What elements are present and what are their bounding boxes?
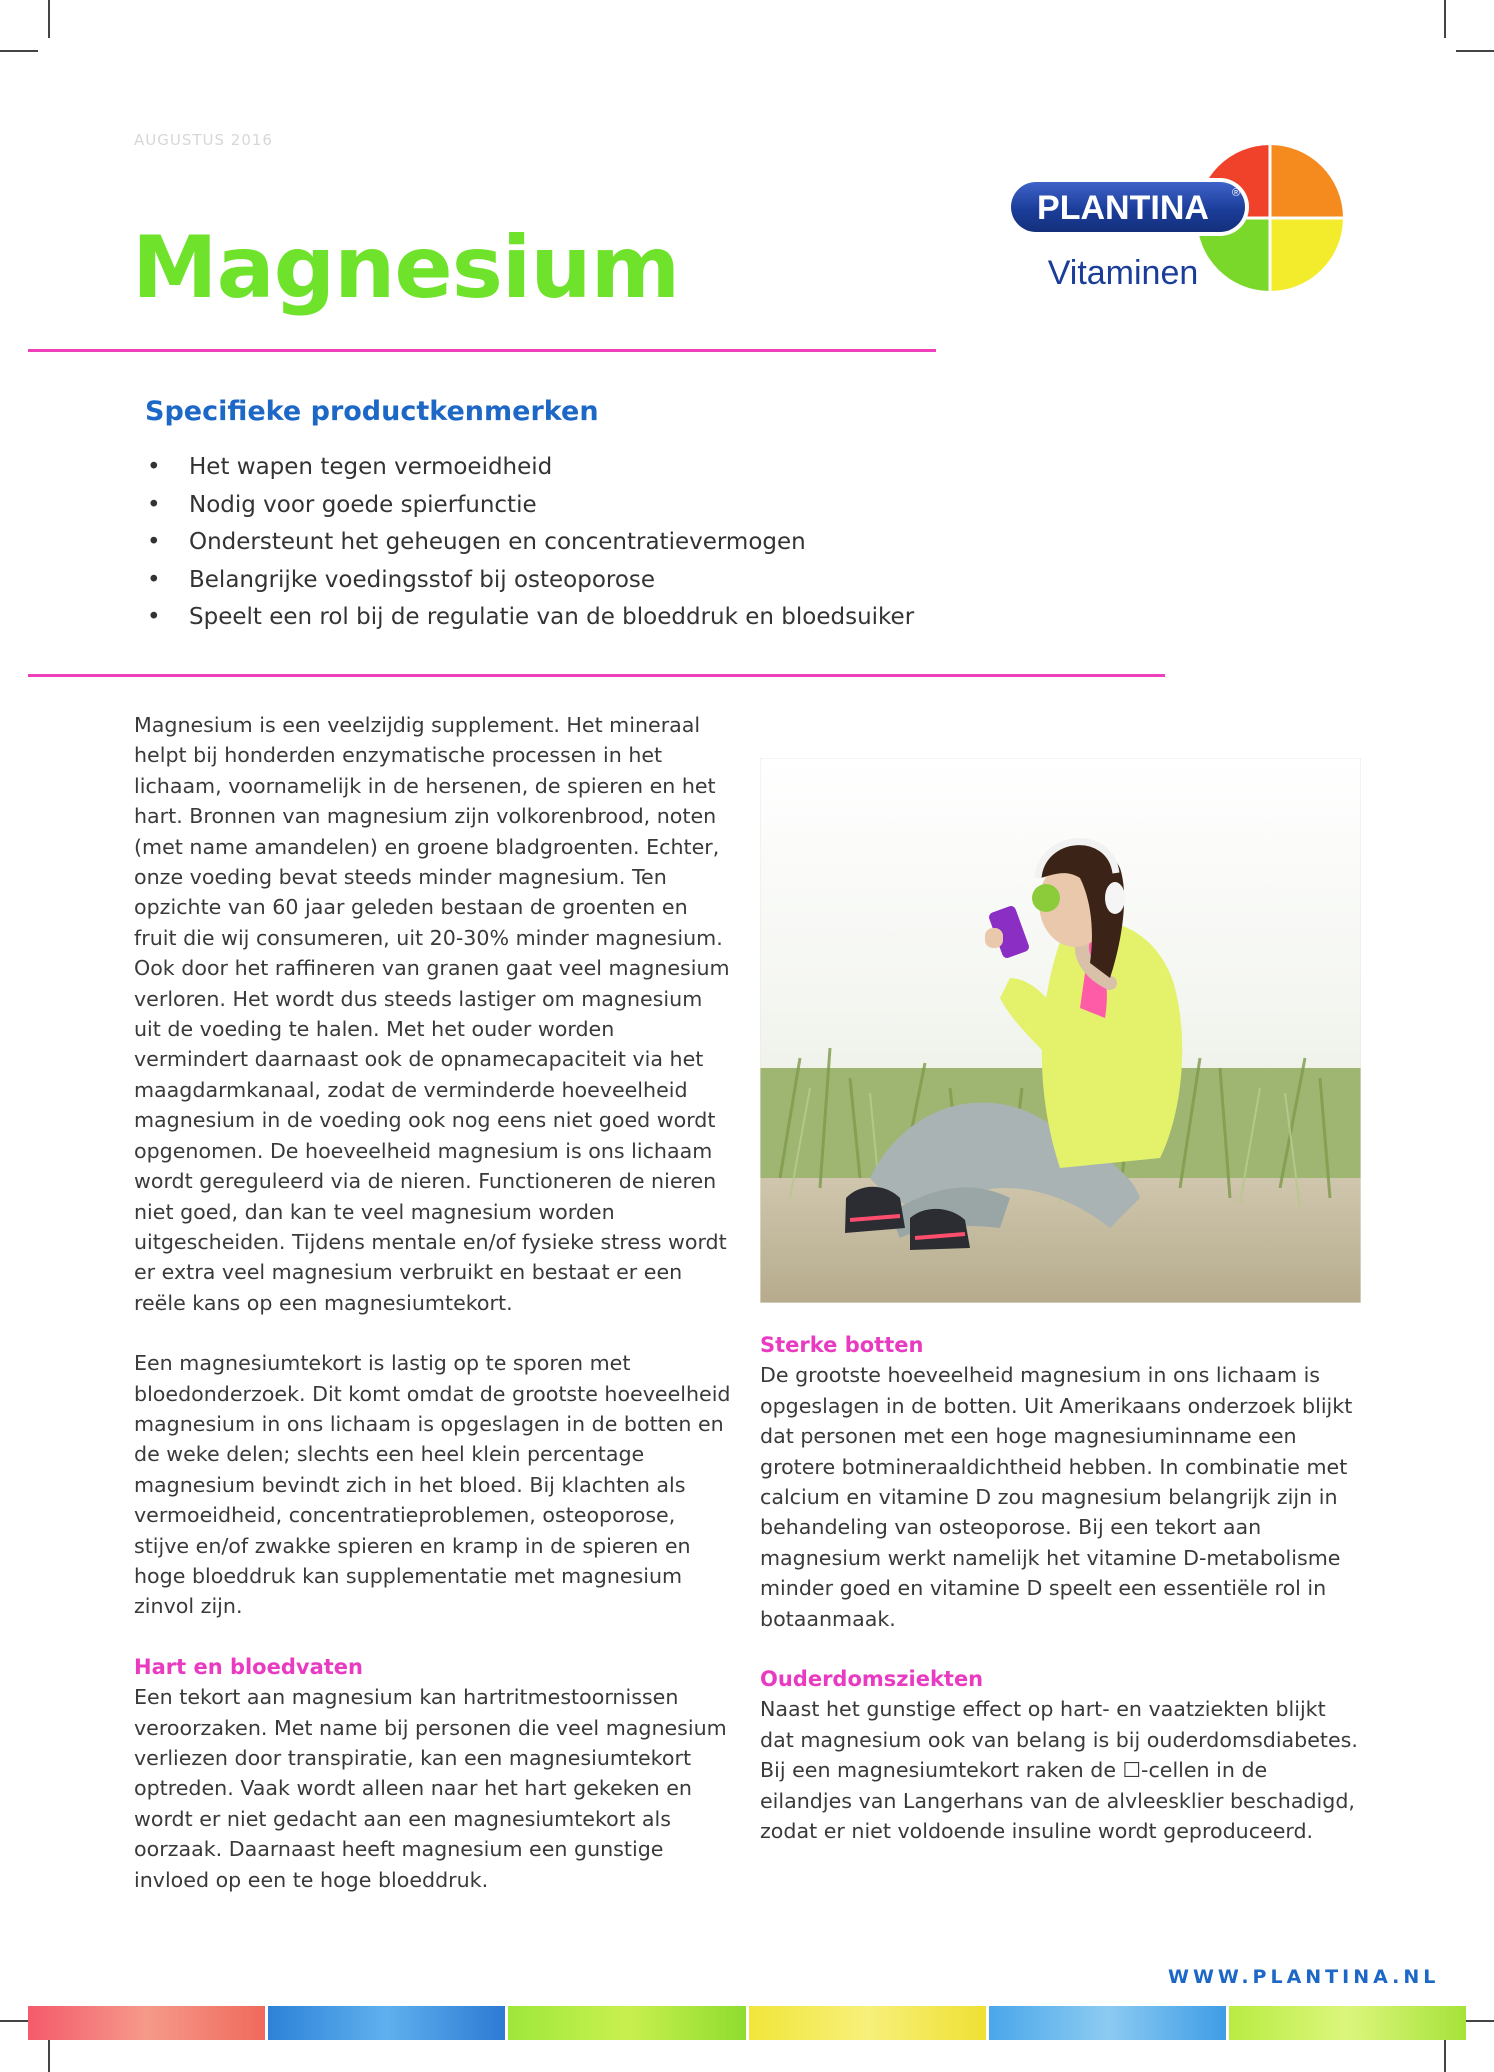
divider-top <box>28 349 936 352</box>
crop-mark <box>1444 0 1446 38</box>
heart-heading: Hart en bloedvaten <box>134 1654 363 1679</box>
features-heading: Specifieke productkenmerken <box>145 396 599 427</box>
crop-mark <box>1444 2040 1446 2072</box>
list-item: • Ondersteunt het geheugen en concentratievermogen <box>145 524 1145 562</box>
list-item: • Nodig voor goede spierfunctie <box>145 487 1145 525</box>
issue-date: AUGUSTUS 2016 <box>134 131 273 149</box>
page-title: Magnesium <box>132 218 680 318</box>
divider-bottom <box>28 674 1165 677</box>
strip-segment <box>28 2006 265 2040</box>
svg-text:Vitaminen: Vitaminen <box>1047 254 1199 292</box>
website-link[interactable]: WWW.PLANTINA.NL <box>1168 1966 1440 1988</box>
left-column <box>134 710 734 1925</box>
aging-heading: Ouderdomsziekten <box>760 1667 984 1692</box>
woman-in-grass-photo <box>760 758 1361 1303</box>
plantina-logo <box>1003 138 1358 300</box>
crop-mark <box>1456 50 1494 52</box>
strip-segment <box>989 2006 1226 2040</box>
intro-paragraph: Magnesium is een veelzijdig supplement. Het mineraal helpt bij honderden enzymatische processen in het lichaam, voornamelijk in de hersenen, de spieren en het hart. Bronnen van magnesium zijn volkorenbrood, noten (met name amandelen) en groene bladgroenten. Echter, onze voeding bevat steeds minder magnesium. Ten opzichte van 60 jaar geleden bestaan de groenten en fruit die wij consumeren, uit 20-30% minder magnesium. Ook door het raffineren van granen gaat veel magnesium verloren. Het wordt dus steeds lastiger om magnesium uit de voeding te halen. Met het ouder worden vermindert daarnaast ook de opnamecapaciteit via het maagdarmkanaal, zodat de verminderde hoeveelheid magnesium in de voeding ook nog eens niet goed wordt opgenomen. De hoeveelheid magnesium is ons lichaam wordt gereguleerd via de nieren. Functioneren de nieren niet goed, dan kan te veel magnesium worden uitgescheiden. Tijdens mentale en/of fysieke stress wordt er extra veel magnesium verbruikt en bestaat er een reële kans op een magnesiumtekort. <box>134 713 730 1315</box>
list-item: • Speelt een rol bij de regulatie van de bloeddruk en bloedsuiker <box>145 599 1145 637</box>
list-item: • Belangrijke voedingsstof bij osteoporose <box>145 562 1145 600</box>
bones-heading: Sterke botten <box>760 1333 924 1357</box>
list-item: • Het wapen tegen vermoeidheid <box>145 449 1145 487</box>
strip-segment <box>508 2006 745 2040</box>
crop-mark <box>48 0 50 38</box>
right-column <box>760 1330 1360 1877</box>
heart-paragraph: Een tekort aan magnesium kan hartritmestoornissen veroorzaken. Met name bij personen die veel magnesium verliezen door transpiratie, kan een magnesiumtekort optreden. Vaak wordt alleen naar het hart gekeken en wordt er niet gedacht aan een magnesiumtekort als oorzaak. Daarnaast heeft magnesium een gunstige invloed op een te hoge bloeddruk. <box>134 1685 727 1892</box>
strip-segment <box>268 2006 505 2040</box>
strip-segment <box>749 2006 986 2040</box>
svg-text:®: ® <box>1231 187 1241 199</box>
color-strip-footer <box>28 2006 1466 2040</box>
crop-mark <box>48 2040 50 2072</box>
bones-paragraph: De grootste hoeveelheid magnesium in ons lichaam is opgeslagen in de botten. Uit Amerikaans onderzoek blijkt dat personen met een hoge magnesiuminname een grotere botmineraaldichtheid hebben. In combinatie met calcium en vitamine D zou magnesium belangrijk zijn in behandeling van osteoporose. Bij een tekort aan magnesium werkt namelijk het vitamine D-metabolisme minder goed en vitamine D speelt een essentiële rol in botaanmaak. <box>760 1363 1353 1631</box>
crop-mark <box>0 50 38 52</box>
aging-paragraph: Naast het gunstige effect op hart- en vaatziekten blijkt dat magnesium ook van belang is bij ouderdomsdiabetes. Bij een magnesiumtekort raken de ☐-cellen in de eilandjes van Langerhans van de alvleesklier beschadigd, zodat er niet voldoende insuline wordt geproduceerd. <box>760 1697 1358 1844</box>
intro-paragraph: Een magnesiumtekort is lastig op te sporen met bloedonderzoek. Dit komt omdat de grootste hoeveelheid magnesium in ons lichaam is opgeslagen in de botten en de weke delen; slechts een heel klein percentage magnesium bevindt zich in het bloed. Bij klachten als vermoeidheid, concentratieproblemen, osteoporose, stijve en/of zwakke spieren en kramp in de spieren en hoge bloeddruk kan supplementatie met magnesium zinvol zijn. <box>134 1351 731 1619</box>
features-list <box>145 449 1145 637</box>
strip-segment <box>1229 2006 1466 2040</box>
svg-text:PLANTINA: PLANTINA <box>1037 189 1209 227</box>
